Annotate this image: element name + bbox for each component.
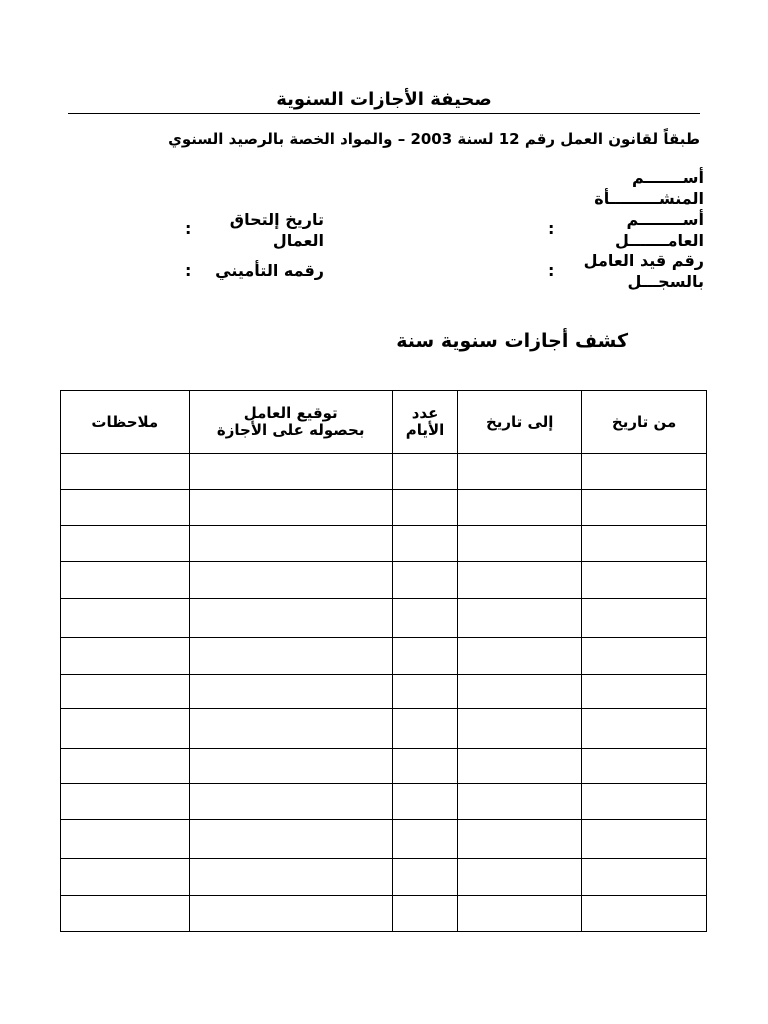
from-date-cell[interactable] [582, 526, 707, 562]
from-date-cell[interactable] [582, 638, 707, 675]
to-date-cell[interactable] [458, 896, 582, 932]
worker-signature-cell[interactable] [189, 490, 392, 526]
to-date-cell[interactable] [458, 859, 582, 896]
worker-name-label: أســــــــم العامـــــــل [615, 210, 704, 250]
from-date-cell[interactable] [582, 490, 707, 526]
from-date-cell[interactable] [582, 562, 707, 599]
table-row [61, 454, 707, 490]
table-row [61, 526, 707, 562]
worker-signature-cell[interactable] [189, 454, 392, 490]
days-count-cell[interactable] [392, 638, 457, 675]
worker-signature-cell[interactable] [189, 675, 392, 709]
from-date-cell[interactable] [582, 675, 707, 709]
title-underline [68, 113, 700, 114]
from-date-cell[interactable] [582, 896, 707, 932]
insurance-number-label: رقمه التأميني [215, 261, 324, 280]
from-date-cell[interactable] [582, 784, 707, 820]
days-count-cell[interactable] [392, 859, 457, 896]
notes-cell[interactable] [61, 526, 190, 562]
worker-signature-cell[interactable] [189, 896, 392, 932]
from-date-cell[interactable] [582, 709, 707, 749]
worker-signature-cell[interactable] [189, 820, 392, 859]
days-count-cell[interactable] [392, 526, 457, 562]
from-date-cell[interactable] [582, 749, 707, 784]
to-date-cell[interactable] [458, 675, 582, 709]
notes-cell[interactable] [61, 562, 190, 599]
worker-signature-cell[interactable] [189, 784, 392, 820]
notes-cell[interactable] [61, 454, 190, 490]
table-row [61, 709, 707, 749]
table-row [61, 675, 707, 709]
worker-signature-cell[interactable] [189, 599, 392, 638]
days-count-cell[interactable] [392, 709, 457, 749]
to-date-cell[interactable] [458, 709, 582, 749]
to-date-cell[interactable] [458, 820, 582, 859]
worker-signature-cell[interactable] [189, 709, 392, 749]
col-header-days-count: عدد الأيام [392, 391, 457, 454]
registry-number-label: رقم قيد العامل بالسجـــل [583, 251, 704, 291]
worker-signature-cell[interactable] [189, 638, 392, 675]
worker-name-colon: : [548, 219, 555, 238]
table-row [61, 599, 707, 638]
days-count-cell[interactable] [392, 562, 457, 599]
table-row [61, 896, 707, 932]
col-header-notes: ملاحظات [61, 391, 190, 454]
to-date-cell[interactable] [458, 784, 582, 820]
table-row [61, 562, 707, 599]
worker-signature-cell[interactable] [189, 859, 392, 896]
days-count-cell[interactable] [392, 749, 457, 784]
notes-cell[interactable] [61, 599, 190, 638]
worker-signature-cell[interactable] [189, 526, 392, 562]
table-row [61, 820, 707, 859]
days-count-cell[interactable] [392, 599, 457, 638]
section-title: كشف أجازات سنوية سنة [396, 330, 628, 352]
days-count-cell[interactable] [392, 820, 457, 859]
from-date-cell[interactable] [582, 599, 707, 638]
table-row [61, 490, 707, 526]
to-date-cell[interactable] [458, 490, 582, 526]
notes-cell[interactable] [61, 859, 190, 896]
notes-cell[interactable] [61, 749, 190, 784]
days-count-cell[interactable] [392, 896, 457, 932]
table-header-row [61, 391, 707, 454]
days-count-cell[interactable] [392, 454, 457, 490]
to-date-cell[interactable] [458, 454, 582, 490]
to-date-cell[interactable] [458, 749, 582, 784]
page-title: صحيفة الأجازات السنوية [276, 89, 492, 110]
to-date-cell[interactable] [458, 562, 582, 599]
days-count-cell[interactable] [392, 675, 457, 709]
worker-signature-cell[interactable] [189, 749, 392, 784]
from-date-cell[interactable] [582, 859, 707, 896]
notes-cell[interactable] [61, 784, 190, 820]
to-date-cell[interactable] [458, 599, 582, 638]
table-row [61, 749, 707, 784]
notes-cell[interactable] [61, 896, 190, 932]
days-count-cell[interactable] [392, 784, 457, 820]
establishment-name-label: أســـــــم المنشـــــــــأة [594, 168, 704, 208]
notes-cell[interactable] [61, 709, 190, 749]
vacations-table [60, 390, 707, 932]
from-date-cell[interactable] [582, 820, 707, 859]
from-date-cell[interactable] [582, 454, 707, 490]
registry-number-colon: : [548, 261, 555, 280]
notes-cell[interactable] [61, 490, 190, 526]
table-body [61, 454, 707, 932]
document-subtitle: طبقاً لقانون العمل رقم 12 لسنة 2003 – والمواد الخصة بالرصيد السنوي [168, 130, 700, 148]
join-date-label: تاريخ إلتحاق العمال [229, 210, 324, 250]
table-row [61, 638, 707, 675]
notes-cell[interactable] [61, 820, 190, 859]
to-date-cell[interactable] [458, 526, 582, 562]
worker-signature-cell[interactable] [189, 562, 392, 599]
table-row [61, 784, 707, 820]
col-header-from-date: من تاريخ [582, 391, 707, 454]
days-count-cell[interactable] [392, 490, 457, 526]
notes-cell[interactable] [61, 675, 190, 709]
to-date-cell[interactable] [458, 638, 582, 675]
table-row [61, 859, 707, 896]
insurance-number-colon: : [185, 261, 192, 280]
col-header-worker-signature: توقيع العامل بحصوله على الأجازة [189, 391, 392, 454]
join-date-colon: : [185, 219, 192, 238]
notes-cell[interactable] [61, 638, 190, 675]
col-header-to-date: إلى تاريخ [458, 391, 582, 454]
